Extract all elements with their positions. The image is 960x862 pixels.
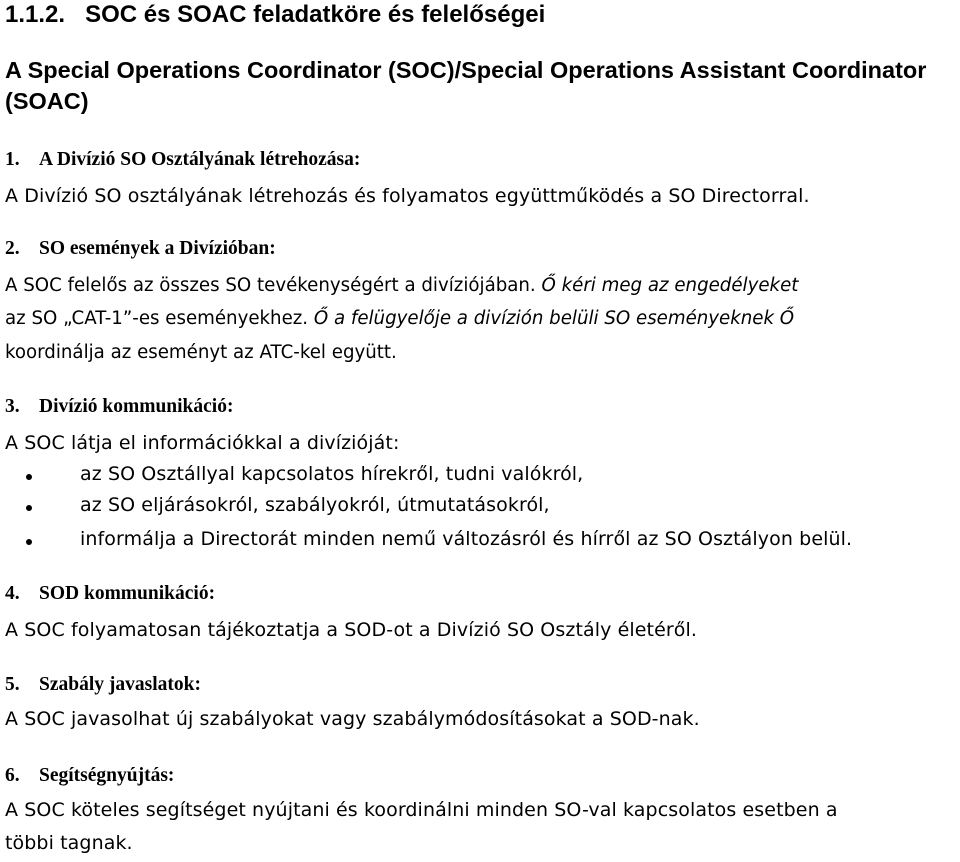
section-2-heading xyxy=(5,237,276,261)
section-5-number: 5. xyxy=(5,674,20,695)
section-2-line-3: koordinálja az eseményt az ATC-kel együtt. xyxy=(5,342,397,363)
bullet-icon xyxy=(26,505,32,511)
section-heading-title: SOC és SOAC feladatköre és felelőségei xyxy=(85,1,546,28)
section-2-line-2a: az SO „CAT-1”-es eseményekhez. xyxy=(5,308,309,329)
section-3-number: 3. xyxy=(5,396,20,417)
section-2-line-1b: Ő kéri meg az engedélyeket xyxy=(541,275,799,296)
section-6-number: 6. xyxy=(5,765,20,786)
bullet-icon xyxy=(26,474,32,480)
section-3-title: Divízió kommunikáció: xyxy=(39,396,234,417)
section-1-number: 1. xyxy=(5,149,20,170)
section-2-line-1 xyxy=(5,274,798,298)
section-6-body-line-1: A SOC köteles segítséget nyújtani és koordinálni minden SO-val kapcsolatos esetben a xyxy=(5,799,838,821)
section-6-heading xyxy=(5,764,174,788)
section-2-line-1a: A SOC felelős az összes SO tevékenységért a divíziójában. xyxy=(5,275,536,296)
section-6-title: Segítségnyújtás: xyxy=(39,765,175,786)
section-6-body-line-2: többi tagnak. xyxy=(5,832,133,854)
section-4-number: 4. xyxy=(5,583,20,604)
list-item-text: az SO Osztállyal kapcsolatos hírekről, tudni valókról, xyxy=(80,463,584,485)
section-2-title: SO események a Divízióban: xyxy=(39,238,276,259)
subheading: A Special Operations Coordinator (SOC)/Special Operations Assistant Coordinator (SOAC) xyxy=(5,57,927,114)
section-4-title: SOD kommunikáció: xyxy=(39,583,216,604)
section-3-heading xyxy=(5,395,233,419)
section-3-intro: A SOC látja el információkkal a divízióját: xyxy=(5,432,400,454)
section-heading xyxy=(5,0,545,30)
list-item-text: informálja a Directorát minden nemű változásról és hírről az SO Osztályon belül. xyxy=(80,528,853,550)
section-2-number: 2. xyxy=(5,238,20,259)
section-1-heading xyxy=(5,148,360,172)
section-5-heading xyxy=(5,673,201,697)
list-item-text: az SO eljárásokról, szabályokról, útmutatásokról, xyxy=(80,494,550,516)
section-1-body: A Divízió SO osztályának létrehozás és folyamatos együttműködés a SO Directorral. xyxy=(5,185,810,207)
section-4-heading xyxy=(5,582,215,606)
section-1-title: A Divízió SO Osztályának létrehozása: xyxy=(39,149,361,170)
section-5-title: Szabály javaslatok: xyxy=(39,674,201,695)
section-2-line-2b: Ő a felügyelője a divízión belüli SO eseményeknek Ő xyxy=(313,308,795,329)
section-5-body: A SOC javasolhat új szabályokat vagy szabálymódosításokat a SOD-nak. xyxy=(5,708,700,730)
section-2-line-2 xyxy=(5,307,794,331)
section-4-body: A SOC folyamatosan tájékoztatja a SOD-ot a Divízió SO Osztály életéről. xyxy=(5,619,698,641)
section-heading-number: 1.1.2. xyxy=(5,1,66,28)
bullet-icon xyxy=(26,539,32,545)
